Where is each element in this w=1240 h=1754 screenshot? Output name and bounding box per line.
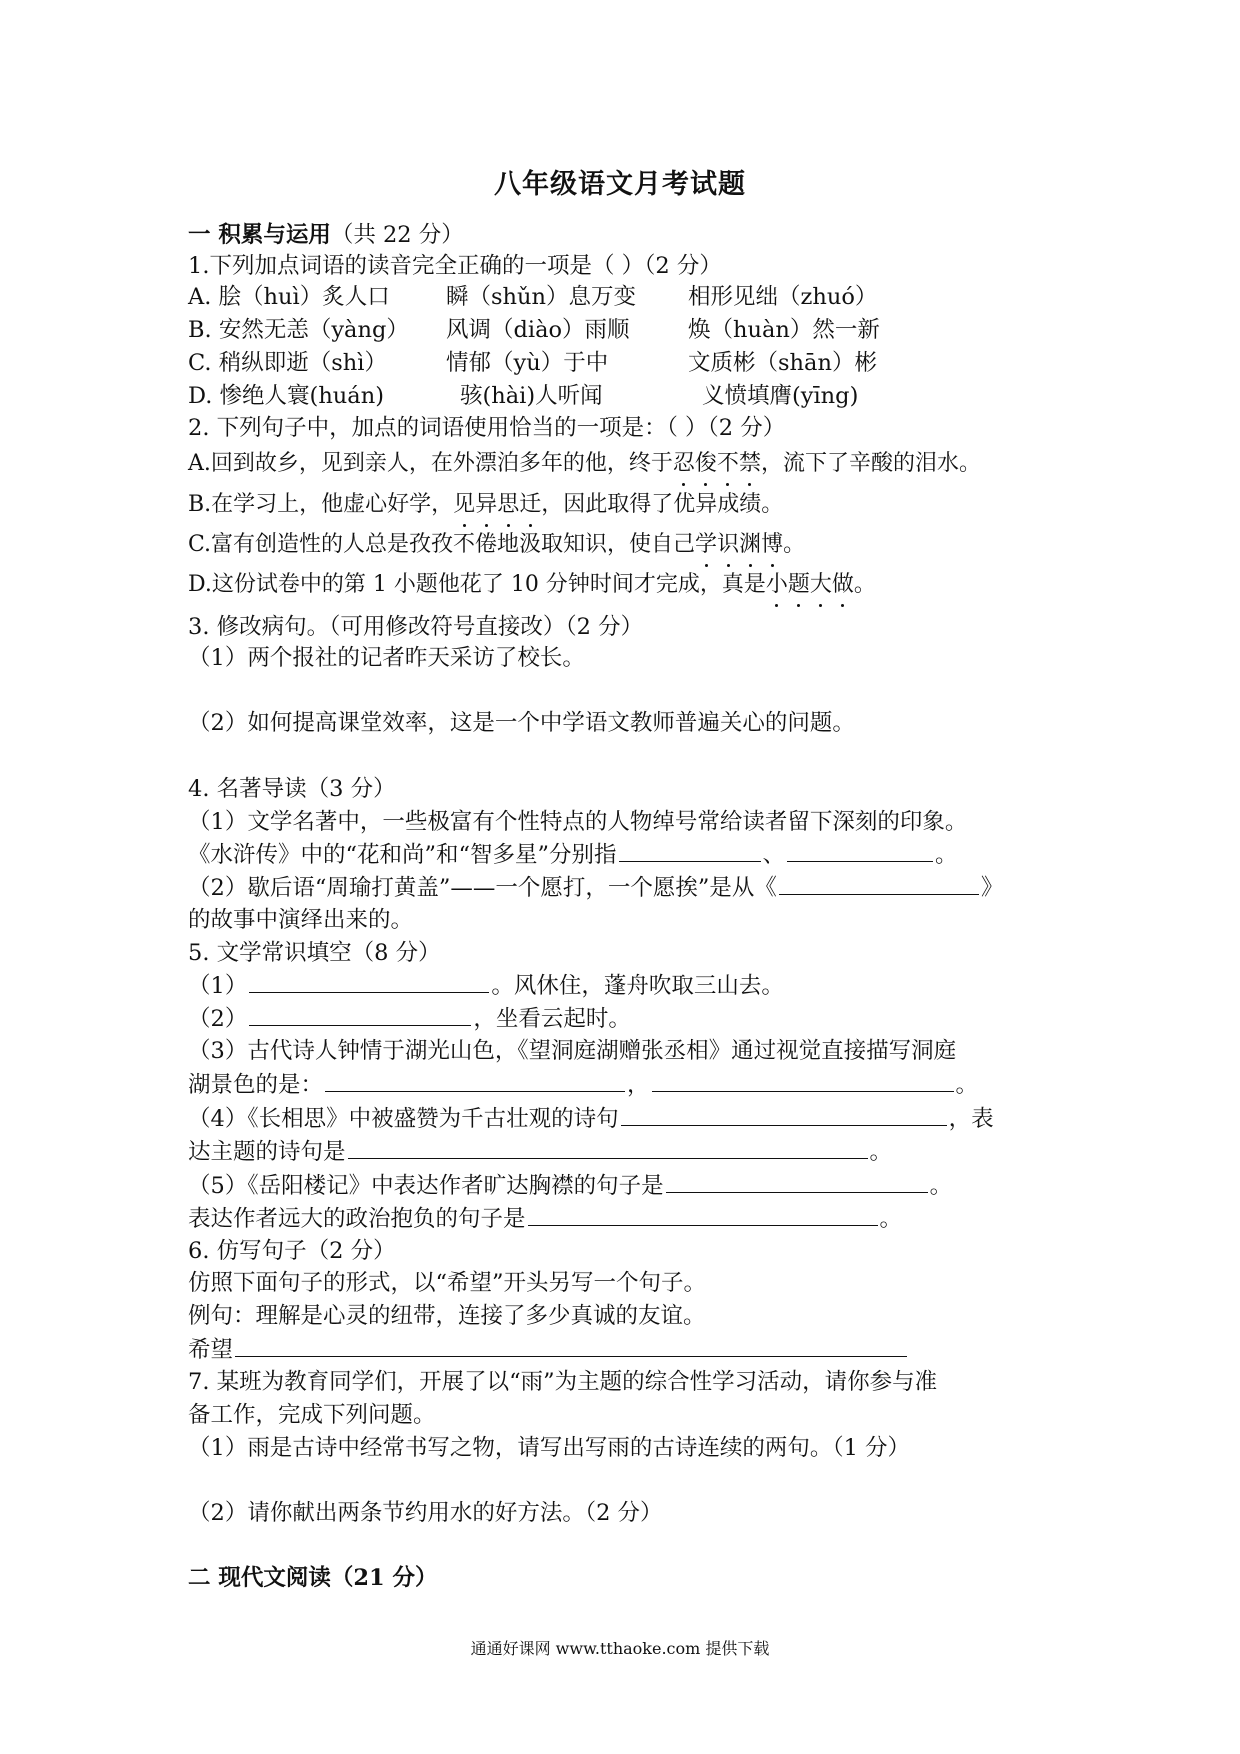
q2-option-a: [188, 449, 981, 479]
q5-line-4-text: 湖景色的是：: [188, 1072, 324, 1098]
q4-line-2-sep: 、: [762, 842, 786, 868]
emphasis-char: 渊: [739, 530, 761, 560]
emphasis-char: 学: [695, 530, 717, 560]
section-1-label: 一 积累与运用: [188, 222, 331, 248]
q2-c-text: C.富有创造性的人总是孜孜不倦地汲取知识，使自己: [188, 532, 696, 557]
q5-line-8: [188, 1203, 902, 1234]
q4-line-3: [188, 872, 1003, 903]
q6-example: 例句：理解是心灵的纽带，连接了多少真诚的友谊。: [188, 1303, 706, 1329]
q1-b-1: B. 安然无恙（yàng）: [188, 317, 409, 343]
q6-stem: 6. 仿写句子（2 分）: [188, 1238, 396, 1264]
q5-line-4: [188, 1069, 978, 1100]
q4-blank-3[interactable]: [779, 872, 979, 895]
q1-d-1: D. 惨绝人寰(huán): [188, 383, 384, 409]
emphasis-char: 见: [453, 490, 475, 520]
q7-stem-2: 备工作，完成下列问题。: [188, 1402, 436, 1428]
emphasis-char: 思: [497, 490, 519, 520]
page-title: 八年级语文月考试题: [494, 169, 746, 200]
emphasis-char: 迁: [519, 490, 541, 520]
q5-line-5-text: （4）《长相思》中被盛赞为千古壮观的诗句: [188, 1106, 619, 1132]
q2-b-marked-word: [453, 492, 541, 517]
q3-stem: 3. 修改病句。（可用修改符号直接改）（2 分）: [188, 614, 644, 640]
q7-sub-1: （1）雨是古诗中经常书写之物，请写出写雨的古诗连续的两句。（1 分）: [188, 1435, 911, 1461]
q1-option-a: [188, 282, 877, 312]
q4-blank-2[interactable]: [787, 839, 933, 862]
q5-line-3: （3）古代诗人钟情于湖光山色，《望洞庭湖赠张丞相》通过视觉直接描写洞庭: [188, 1038, 957, 1064]
q4-line-2-end: 。: [935, 842, 958, 868]
q5-line-6-text: 达主题的诗句是: [188, 1139, 346, 1165]
q5-line-7: [188, 1170, 952, 1201]
page-footer: 通通好课网 www.tthaoke.com 提供下载: [470, 1639, 770, 1658]
q5-line-6-end: 。: [869, 1139, 893, 1165]
q5-line-2: [188, 1003, 631, 1034]
q5-line-5-end: ，表: [948, 1106, 994, 1132]
q2-b-text: B.在学习上，他虚心好学，: [188, 492, 454, 517]
q5-line-2-num: （2）: [188, 1006, 248, 1032]
q5-line-6: [188, 1136, 892, 1167]
q2-a-text: A.回到故乡，见到亲人，在外漂泊多年的他，终于: [188, 451, 673, 476]
emphasis-char: 忍: [673, 449, 695, 479]
q1-c-2: 情郁（yù）于中: [446, 350, 609, 376]
q2-c-marked-word: [695, 532, 783, 557]
emphasis-char: 俊: [695, 449, 717, 479]
q7-sub-2: （2）请你献出两条节约用水的好方法。（2 分）: [188, 1500, 663, 1526]
q5-line-1: [188, 970, 784, 1001]
q5-blank-5[interactable]: [621, 1103, 947, 1126]
q1-d-2: 骇(hài)人听闻: [460, 383, 603, 409]
q2-a-marked-word: [673, 451, 761, 476]
q2-option-b: [188, 490, 783, 520]
emphasis-char: 不: [717, 449, 739, 479]
q1-d-3: 义愤填膺(yīng): [702, 383, 859, 409]
q5-blank-1[interactable]: [249, 970, 489, 993]
emphasis-char: 异: [475, 490, 497, 520]
q5-blank-3[interactable]: [325, 1069, 625, 1092]
q5-line-4-sep: ，: [627, 1072, 650, 1098]
q1-b-3: 焕（huàn）然一新: [688, 317, 880, 343]
q4-line-3-end: 》: [980, 875, 1004, 901]
q2-d-tail: 。: [853, 572, 876, 597]
q2-d-marked-word: [766, 572, 854, 597]
emphasis-char: 小: [766, 570, 788, 600]
q5-line-7-text: （5）《岳阳楼记》中表达作者旷达胸襟的句子是: [188, 1173, 664, 1199]
q5-line-5: [188, 1103, 994, 1134]
q7-stem-1: 7. 某班为教育同学们，开展了以“雨”为主题的综合性学习活动，请你参与准: [188, 1369, 938, 1395]
q1-b-2: 风调（diào）雨顺: [446, 317, 630, 343]
q5-line-7-end: 。: [929, 1173, 953, 1199]
q1-c-3: 文质彬（shān）彬: [688, 350, 877, 376]
q4-line-3-text: （2）歇后语“周瑜打黄盖”——一个愿打，一个愿挨”是从《: [188, 875, 777, 901]
q4-line-1: （1）文学名著中，一些极富有个性特点的人物绰号常给读者留下深刻的印象。: [188, 809, 968, 835]
q2-a-tail: ，流下了辛酸的泪水。: [760, 451, 981, 476]
section-2-header: 二 现代文阅读（21 分）: [188, 1565, 438, 1591]
q4-line-2-text: 《水浒传》中的“花和尚”和“智多星”分别指: [188, 842, 617, 868]
q5-blank-8[interactable]: [528, 1203, 878, 1226]
q1-option-b: [188, 315, 880, 345]
q4-blank-1[interactable]: [619, 839, 761, 862]
emphasis-char: 做: [832, 570, 854, 600]
q2-d-text: D.这份试卷中的第 1 小题他花了 10 分钟时间才完成，真是: [188, 572, 766, 597]
q4-line-2: [188, 839, 958, 870]
q1-a-1: A. 脍（huì）炙人口: [188, 284, 390, 310]
q5-blank-7[interactable]: [666, 1170, 928, 1193]
q2-c-tail: 。: [783, 532, 806, 557]
q2-stem: 2. 下列句子中，加点的词语使用恰当的一项是：（ ）（2 分）: [188, 415, 786, 441]
q6-line-3: [188, 1334, 909, 1365]
emphasis-char: 识: [717, 530, 739, 560]
q5-line-1-text: 。风休住，蓬舟吹取三山去。: [491, 973, 784, 999]
q2-option-d: [188, 570, 876, 600]
emphasis-char: 大: [810, 570, 832, 600]
q6-line-1: 仿照下面句子的形式，以“希望”开头另写一个句子。: [188, 1270, 707, 1296]
q5-line-8-text: 表达作者远大的政治抱负的句子是: [188, 1206, 526, 1232]
q1-a-2: 瞬（shǔn）息万变: [446, 284, 637, 310]
q2-option-c: [188, 530, 805, 560]
q1-c-1: C. 稍纵即逝（shì）: [188, 350, 387, 376]
q4-line-4: 的故事中演绎出来的。: [188, 907, 414, 933]
q5-line-1-num: （1）: [188, 973, 248, 999]
q6-line-3-text: 希望: [188, 1337, 234, 1363]
q1-option-c: [188, 348, 877, 378]
emphasis-char: 禁: [739, 449, 761, 479]
q2-b-tail: ，因此取得了优异成绩。: [541, 492, 784, 517]
q5-stem: 5. 文学常识填空（8 分）: [188, 940, 441, 966]
q5-line-2-text: ，坐看云起时。: [473, 1006, 631, 1032]
q6-blank[interactable]: [235, 1334, 907, 1357]
q1-stem: 1.下列加点词语的读音完全正确的一项是（ ）（2 分）: [188, 253, 722, 279]
emphasis-char: 博: [761, 530, 783, 560]
q3-sentence-2: （2）如何提高课堂效率，这是一个中学语文教师普遍关心的问题。: [188, 710, 855, 736]
q3-sentence-1: （1）两个报社的记者昨天采访了校长。: [188, 645, 585, 671]
section-1-header: [188, 220, 464, 250]
q1-option-d: [188, 381, 858, 411]
q5-blank-2[interactable]: [249, 1003, 471, 1026]
q5-line-8-end: 。: [879, 1206, 903, 1232]
q5-line-4-end: 。: [955, 1072, 979, 1098]
q4-stem: 4. 名著导读（3 分）: [188, 776, 396, 802]
section-1-score: （共 22 分）: [330, 222, 464, 248]
q5-blank-4[interactable]: [652, 1069, 954, 1092]
q5-blank-6[interactable]: [348, 1136, 868, 1159]
q1-a-3: 相形见绌（zhuó）: [688, 284, 878, 310]
emphasis-char: 题: [788, 570, 810, 600]
